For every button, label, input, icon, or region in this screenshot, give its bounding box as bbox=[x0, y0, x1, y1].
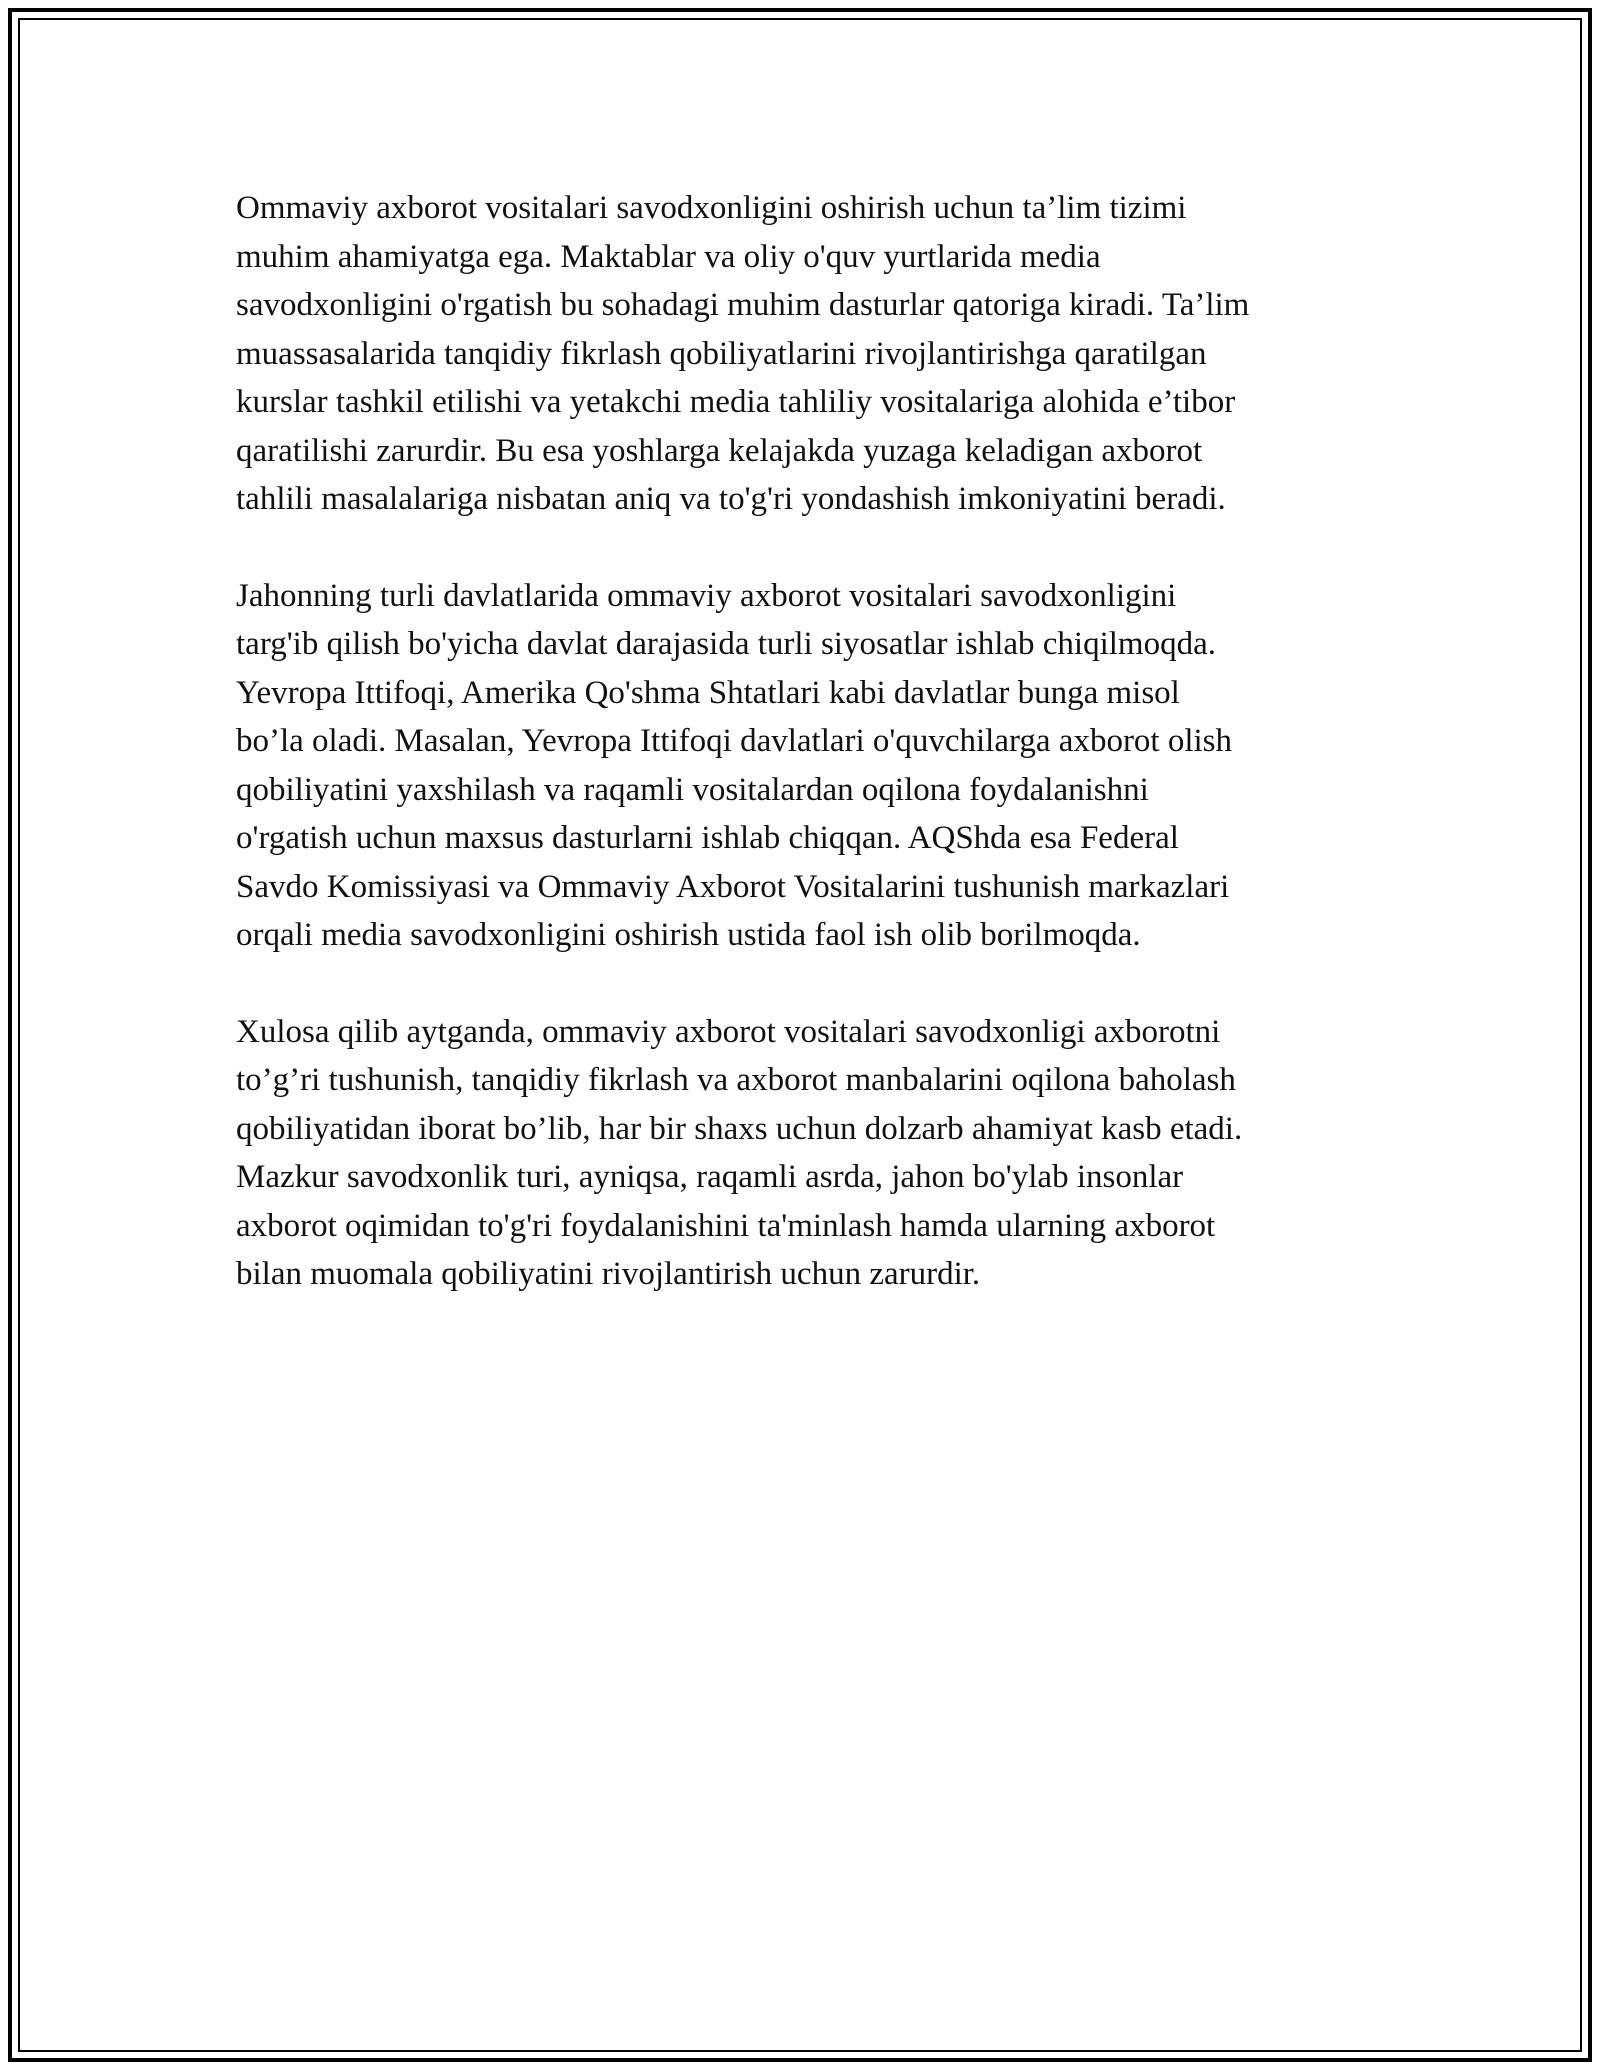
paragraph-policies: Jahonning turli davlatlarida ommaviy axborot vositalari savodxonligini targ'ib qilish bo'yicha davlat darajasida turli siyosatlar ishlab chiqilmoqda. Yevropa Ittifoqi, Amerika Qo'shma Shtatlari kabi davlatlar bunga misol bo’la oladi. Masalan, Yevropa Ittifoqi davlatlari o'quvchilarga axborot olish qobiliyatini yaxshilash va raqamli vositalardan oqilona foydalanishni o'rgatish uchun maxsus dasturlarni ishlab chiqqan. AQShda esa Federal Savdo Komissiyasi va Ommaviy Axborot Vositalarini tushunish markazlari orqali media savodxonligini oshirish ustida faol ish olib borilmoqda. bbox=[236, 577, 1233, 953]
paragraph-conclusion: Xulosa qilib aytganda, ommaviy axborot vositalari savodxonligi axborotni to’g’ri tushunish, tanqidiy fikrlash va axborot manbalarini oqilona baholash qobiliyatidan iborat bo’lib, har bir shaxs uchun dolzarb ahamiyat kasb etadi. Mazkur savodxonlik turi, ayniqsa, raqamli asrda, jahon bo'ylab insonlar axborot oqimidan to'g'ri foydalanishini ta'minlash hamda ularning axborot bilan muomala qobiliyatini rivojlantirish uchun zarurdir. bbox=[236, 1013, 1243, 1292]
paragraph-education: Ommaviy axborot vositalari savodxonligini oshirish uchun ta’lim tizimi muhim ahamiyatga ega. Maktablar va oliy o'quv yurtlarida media savodxonligini o'rgatish bu sohadagi muhim dasturlar qatoriga kiradi. Ta’lim muassasalarida tanqidiy fikrlash qobiliyatlarini rivojlantirishga qaratilgan kurslar tashkil etilishi va yetakchi media tahliliy vositalariga alohida e’tibor qaratilishi zarurdir. Bu esa yoshlarga kelajakda yuzaga keladigan axborot tahlili masalalariga nisbatan aniq va to'g'ri yondashish imkoniyatini beradi. bbox=[236, 190, 1250, 517]
document-body bbox=[236, 184, 1376, 1347]
